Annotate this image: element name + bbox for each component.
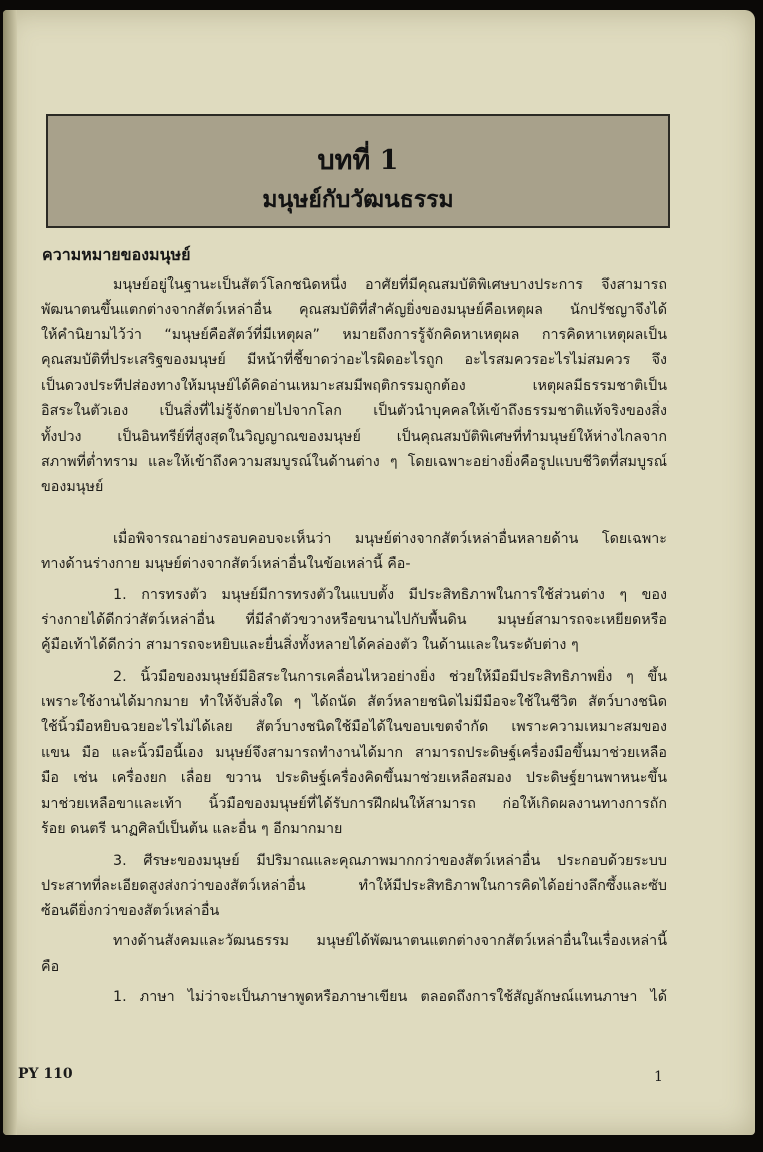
page-spine xyxy=(3,10,17,1135)
body-line: สภาพที่ต่ำทราม และให้เข้าถึงความสมบูรณ์ในด้านต่าง ๆ โดยเฉพาะอย่างยิ่งคือรูปแบบชีวิตที่สมบูรณ์ xyxy=(41,454,667,470)
body-line: ใช้นิ้วมือหยิบฉวยอะไรไม่ได้เลย สัตว์บางชนิดใช้มือได้ในขอบเขตจำกัด เพราะความเหมาะสมของ xyxy=(41,719,667,735)
body-line: ทางด้านร่างกาย มนุษย์ต่างจากสัตว์เหล่าอื่นในข้อเหล่านี้ คือ- xyxy=(41,556,411,572)
body-line: พัฒนาตนขึ้นแตกต่างจากสัตว์เหล่าอื่น คุณสมบัติที่สำคัญยิ่งของมนุษย์คือเหตุผล นักปรัชญาจึงได้ xyxy=(41,302,667,318)
body-line: แขน มือ และนิ้วมือนี้เอง มนุษย์จึงสามารถทำงานได้มาก สามารถประดิษฐ์เครื่องมือขึ้นมาช่วยเหลือ xyxy=(41,745,667,761)
chapter-title-box xyxy=(46,114,670,228)
body-line: 3. ศีรษะของมนุษย์ มีปริมาณและคุณภาพมากกว่าของสัตว์เหล่าอื่น ประกอบด้วยระบบ xyxy=(113,853,667,869)
chapter-subtitle: มนุษย์กับวัฒนธรรม xyxy=(262,186,454,213)
body-line: ร่างกายได้ดีกว่าสัตว์เหล่าอื่น ที่มีลำตัวขวางหรือขนานไปกับพื้นดิน มนุษย์สามารถจะเหยียดหรือ xyxy=(41,612,667,628)
body-line: 1. การทรงตัว มนุษย์มีการทรงตัวในแบบตั้ง มีประสิทธิภาพในการใช้ส่วนต่าง ๆ ของ xyxy=(113,587,667,603)
body-line: คุณสมบัติที่ประเสริฐของมนุษย์ มีหน้าที่ชี้ขาดว่าอะไรผิดอะไรถูก อะไรสมควรอะไรไม่สมควร จึง xyxy=(41,352,667,368)
body-line: ทั้งปวง เป็นอินทรีย์ที่สูงสุดในวิญญาณของมนุษย์ เป็นคุณสมบัติพิเศษที่ทำมนุษย์ให้ห่างไกลจาก xyxy=(41,429,667,445)
body-line: ทางด้านสังคมและวัฒนธรรม มนุษย์ได้พัฒนาตนแตกต่างจากสัตว์เหล่าอื่นในเรื่องเหล่านี้ xyxy=(113,933,667,949)
body-line: คือ xyxy=(41,959,60,975)
body-line: เพราะใช้งานได้มากมาย ทำให้จับสิ่งใด ๆ ได้ถนัด สัตว์หลายชนิดไม่มีมือจะใช้ในชีวิต สัตว์บางชนิด xyxy=(41,694,667,710)
body-line: ซ้อนดียิ่งกว่าของสัตว์เหล่าอื่น xyxy=(41,903,220,919)
body-line: อิสระในตัวเอง เป็นสิ่งที่ไม่รู้จักตายไปจากโลก เป็นตัวนำบุคคลให้เข้าถึงธรรมชาติแท้จริงของสิ่ง xyxy=(41,403,667,419)
body-line: ให้คำนิยามไว้ว่า “มนุษย์คือสัตว์ที่มีเหตุผล” หมายถึงการรู้จักคิดหาเหตุผล การคิดหาเหตุผลเป็น xyxy=(41,327,667,343)
book-page xyxy=(3,10,755,1135)
section-heading: ความหมายของมนุษย์ xyxy=(42,245,191,264)
body-line: มือ เช่น เครื่องยก เลื่อย ขวาน ประดิษฐ์เครื่องคิดขึ้นมาช่วยเหลือสมอง ประดิษฐ์ยานพาหนะขึ้น xyxy=(41,770,667,786)
chapter-title: บทที่ 1 xyxy=(317,145,399,176)
page-number: 1 xyxy=(654,1069,663,1085)
body-line: 2. นิ้วมือของมนุษย์มีอิสระในการเคลื่อนไหวอย่างยิ่ง ช่วยให้มือมีประสิทธิภาพยิ่ง ๆ ขึ้น xyxy=(113,669,667,685)
body-line: เมื่อพิจารณาอย่างรอบคอบจะเห็นว่า มนุษย์ต่างจากสัตว์เหล่าอื่นหลายด้าน โดยเฉพาะ xyxy=(113,531,667,547)
body-line: ร้อย ดนตรี นาฏศิลป์เป็นต้น และอื่น ๆ อีกมากมาย xyxy=(41,821,343,837)
body-line: คู้มือเท้าได้ดีกว่า สามารถจะหยิบและยื่นสิ่งทั้งหลายได้คล่องตัว ในด้านและในระดับต่าง ๆ xyxy=(41,637,579,653)
body-line: ประสาทที่ละเอียดสูงส่งกว่าของสัตว์เหล่าอื่น ทำให้มีประสิทธิภาพในการคิดได้อย่างลึกซึ้งและซับ xyxy=(41,878,667,894)
body-line: 1. ภาษา ไม่ว่าจะเป็นภาษาพูดหรือภาษาเขียน ตลอดถึงการใช้สัญลักษณ์แทนภาษา ได้ xyxy=(113,989,667,1005)
body-line: ของมนุษย์ xyxy=(41,479,104,495)
body-line: มาช่วยเหลือขาและเท้า นิ้วมือของมนุษย์ที่ได้รับการฝึกฝนให้สามารถ ก่อให้เกิดผลงานทางการถัก xyxy=(41,796,667,812)
body-line: เป็นดวงประทีปส่องทางให้มนุษย์ได้คิดอ่านเหมาะสมมีพฤติกรรมถูกต้อง เหตุผลมีธรรมชาติเป็น xyxy=(41,378,667,394)
course-code: PY 110 xyxy=(18,1066,73,1082)
body-line: มนุษย์อยู่ในฐานะเป็นสัตว์โลกชนิดหนึ่ง อาศัยที่มีคุณสมบัติพิเศษบางประการ จึงสามารถ xyxy=(113,277,667,293)
